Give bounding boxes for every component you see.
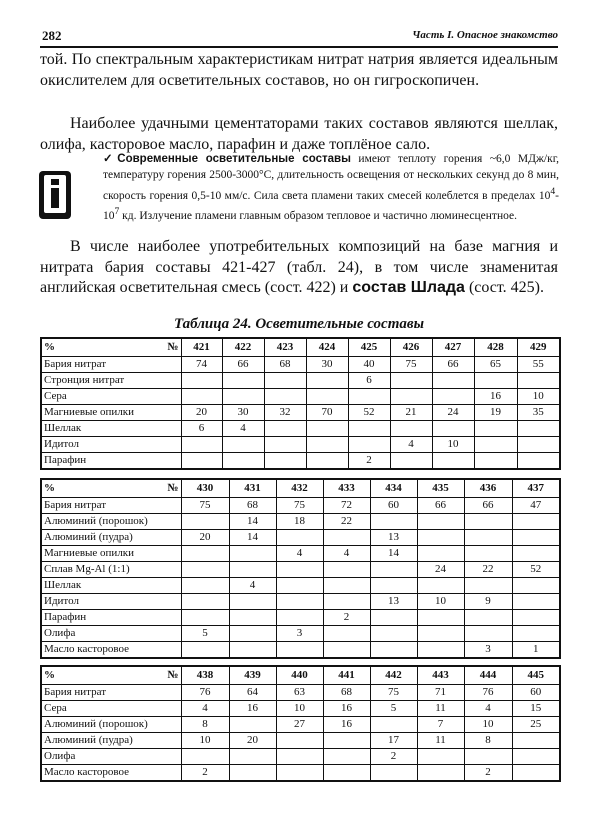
- table-cell: 66: [432, 357, 474, 373]
- column-header: 429: [517, 338, 560, 357]
- table-cell: [390, 421, 432, 437]
- table-cell: 6: [181, 421, 222, 437]
- table-cell: 10: [517, 389, 560, 405]
- row-label: Стронция нитрат: [41, 373, 181, 389]
- table-cell: 3: [464, 642, 512, 659]
- table-cell: [417, 610, 464, 626]
- table-cell: [370, 765, 417, 782]
- table-cell: [417, 749, 464, 765]
- table-cell: 14: [229, 530, 276, 546]
- table-cell: [306, 421, 348, 437]
- row-label: Парафин: [41, 610, 181, 626]
- table-cell: [181, 610, 229, 626]
- table-cell: 4: [323, 546, 370, 562]
- table-cell: 22: [464, 562, 512, 578]
- column-header: 423: [264, 338, 306, 357]
- table-cell: 32: [264, 405, 306, 421]
- table-cell: [222, 389, 264, 405]
- row-label: Алюминий (порошок): [41, 514, 181, 530]
- table-cell: [222, 453, 264, 470]
- column-header: 439: [229, 666, 276, 685]
- table-cell: 4: [229, 578, 276, 594]
- table-cell: 60: [370, 498, 417, 514]
- composition-table-3: [40, 665, 561, 782]
- table-cell: [181, 546, 229, 562]
- table-cell: 20: [181, 530, 229, 546]
- table-cell: [181, 373, 222, 389]
- table-cell: 40: [348, 357, 390, 373]
- table-cell: [276, 594, 323, 610]
- note-sup-1: 4: [550, 185, 556, 197]
- table-cell: [229, 749, 276, 765]
- table-cell: [323, 626, 370, 642]
- table-cell: [417, 578, 464, 594]
- row-label: Сера: [41, 701, 181, 717]
- table-cell: 66: [417, 498, 464, 514]
- table-row: [41, 373, 560, 389]
- table-cell: [464, 514, 512, 530]
- table-cell: 66: [464, 498, 512, 514]
- table-cell: 11: [417, 733, 464, 749]
- table-row: [41, 733, 560, 749]
- table-cell: [306, 373, 348, 389]
- table-cell: [370, 626, 417, 642]
- column-header: 421: [181, 338, 222, 357]
- table-cell: [181, 594, 229, 610]
- note-text-2: -10: [103, 189, 559, 223]
- checkmark-icon: ✓: [103, 153, 118, 165]
- table-cell: 8: [181, 717, 229, 733]
- row-label: Алюминий (пудра): [41, 530, 181, 546]
- table-cell: [432, 453, 474, 470]
- table-cell: [370, 610, 417, 626]
- table-cell: [323, 562, 370, 578]
- note-text-3: кд. Излучение пламени главным образом тепловое и частично люминесцентное.: [122, 210, 517, 223]
- table-cell: [229, 626, 276, 642]
- table-cell: [474, 373, 517, 389]
- table-cell: 76: [181, 685, 229, 701]
- table-cell: [512, 765, 560, 782]
- table-cell: 21: [390, 405, 432, 421]
- paragraph-3-bold: состав Шлада: [352, 279, 465, 296]
- table-cell: [417, 642, 464, 659]
- column-header: 438: [181, 666, 229, 685]
- table-cell: 60: [512, 685, 560, 701]
- table-row: [41, 562, 560, 578]
- row-label: Идитол: [41, 594, 181, 610]
- corner-header-cell: [41, 666, 181, 685]
- table-cell: 76: [464, 685, 512, 701]
- table-cell: 16: [323, 701, 370, 717]
- table-cell: 35: [517, 405, 560, 421]
- table-cell: 10: [432, 437, 474, 453]
- row-label: Шеллак: [41, 578, 181, 594]
- table-cell: 52: [348, 405, 390, 421]
- column-header: 441: [323, 666, 370, 685]
- corner-header-cell: [41, 479, 181, 498]
- table-cell: [323, 530, 370, 546]
- table-cell: 75: [370, 685, 417, 701]
- table-cell: [432, 373, 474, 389]
- table-cell: 14: [229, 514, 276, 530]
- number-sign-label: №: [167, 669, 179, 681]
- table-cell: 30: [222, 405, 264, 421]
- table-cell: [181, 642, 229, 659]
- table-cell: [348, 421, 390, 437]
- table-cell: 75: [276, 498, 323, 514]
- table-header-row: [41, 666, 560, 685]
- table-row: [41, 498, 560, 514]
- table-cell: 17: [370, 733, 417, 749]
- table-cell: 19: [474, 405, 517, 421]
- table-cell: 8: [464, 733, 512, 749]
- info-note: [103, 152, 559, 225]
- table-cell: [229, 562, 276, 578]
- table-cell: 2: [370, 749, 417, 765]
- table-cell: [229, 546, 276, 562]
- table-cell: [181, 562, 229, 578]
- table-cell: 22: [323, 514, 370, 530]
- table-cell: [276, 562, 323, 578]
- table-cell: [370, 717, 417, 733]
- table-cell: 68: [323, 685, 370, 701]
- row-label: Масло касторовое: [41, 765, 181, 782]
- table-row: [41, 685, 560, 701]
- column-header: 430: [181, 479, 229, 498]
- table-cell: [306, 389, 348, 405]
- row-label: Олифа: [41, 749, 181, 765]
- table-cell: [181, 749, 229, 765]
- table-cell: [229, 610, 276, 626]
- table-row: [41, 594, 560, 610]
- table-cell: [306, 437, 348, 453]
- table-cell: [370, 562, 417, 578]
- table-header-row: [41, 338, 560, 357]
- paragraph-3-text: В числе наиболее употребительных композиций на базе магния и нитрата бария составы 421-427 (табл. 24), в том числе знаменитая английская осветительная смесь (сост. 422) и: [40, 238, 558, 296]
- table-cell: [474, 421, 517, 437]
- composition-table-1: [40, 337, 561, 470]
- table-cell: [229, 765, 276, 782]
- table-cell: [474, 437, 517, 453]
- column-header: 422: [222, 338, 264, 357]
- column-header: 427: [432, 338, 474, 357]
- table-row: [41, 642, 560, 659]
- note-sup-2: 7: [114, 206, 120, 218]
- table-cell: 55: [517, 357, 560, 373]
- column-header: 437: [512, 479, 560, 498]
- row-label: Парафин: [41, 453, 181, 470]
- table-cell: 6: [348, 373, 390, 389]
- table-cell: [464, 530, 512, 546]
- table-caption: Таблица 24. Осветительные составы: [173, 316, 424, 332]
- table-cell: [323, 765, 370, 782]
- table-cell: [276, 610, 323, 626]
- table-row: [41, 405, 560, 421]
- table-cell: 4: [464, 701, 512, 717]
- table-cell: 1: [512, 642, 560, 659]
- column-header: 443: [417, 666, 464, 685]
- table-cell: 71: [417, 685, 464, 701]
- row-label: Бария нитрат: [41, 685, 181, 701]
- table-row: [41, 701, 560, 717]
- table-row: [41, 546, 560, 562]
- table-cell: [512, 546, 560, 562]
- table-cell: [417, 514, 464, 530]
- column-header: 436: [464, 479, 512, 498]
- table-cell: [417, 765, 464, 782]
- table-cell: [181, 578, 229, 594]
- table-cell: [432, 421, 474, 437]
- table-cell: [181, 514, 229, 530]
- table-cell: 10: [181, 733, 229, 749]
- table-row: [41, 453, 560, 470]
- table-row: [41, 626, 560, 642]
- number-sign-label: №: [167, 341, 179, 353]
- table-cell: [276, 578, 323, 594]
- page-number: 282: [42, 28, 62, 43]
- table-cell: [390, 389, 432, 405]
- column-header: 433: [323, 479, 370, 498]
- table-cell: 15: [512, 701, 560, 717]
- table-row: [41, 421, 560, 437]
- table-cell: [512, 594, 560, 610]
- table-cell: [390, 373, 432, 389]
- table-cell: 13: [370, 594, 417, 610]
- table-row: [41, 717, 560, 733]
- table-cell: 2: [323, 610, 370, 626]
- row-label: Олифа: [41, 626, 181, 642]
- table-cell: [181, 453, 222, 470]
- row-label: Бария нитрат: [41, 498, 181, 514]
- table-cell: [276, 530, 323, 546]
- table-cell: [512, 530, 560, 546]
- corner-header-cell: [41, 338, 181, 357]
- table-cell: 20: [181, 405, 222, 421]
- table-cell: [323, 749, 370, 765]
- table-cell: [276, 642, 323, 659]
- column-header: 445: [512, 666, 560, 685]
- table-row: [41, 357, 560, 373]
- table-cell: [417, 626, 464, 642]
- row-label: Шеллак: [41, 421, 181, 437]
- table-cell: [464, 626, 512, 642]
- row-label: Сплав Mg-Al (1:1): [41, 562, 181, 578]
- table-cell: [464, 749, 512, 765]
- table-cell: [417, 546, 464, 562]
- table-cell: [264, 373, 306, 389]
- table-cell: 52: [512, 562, 560, 578]
- column-header: 424: [306, 338, 348, 357]
- row-label: Магниевые опилки: [41, 546, 181, 562]
- column-header: 435: [417, 479, 464, 498]
- table-row: [41, 437, 560, 453]
- table-cell: 74: [181, 357, 222, 373]
- table-cell: [512, 749, 560, 765]
- table-cell: [229, 594, 276, 610]
- table-cell: 16: [229, 701, 276, 717]
- table-cell: 10: [417, 594, 464, 610]
- table-cell: [229, 717, 276, 733]
- table-cell: [517, 453, 560, 470]
- table-cell: 18: [276, 514, 323, 530]
- table-cell: [348, 389, 390, 405]
- table-row: [41, 610, 560, 626]
- table-cell: 9: [464, 594, 512, 610]
- table-cell: [464, 546, 512, 562]
- table-cell: 5: [370, 701, 417, 717]
- note-text-1: имеют теплоту горения ~6,0 МДж/кг, температуру горения 2500-3000°С, длительность освещения от нескольких секунд до 8 мин, скорость горения 0,5-10 мм/с. Сила света пламени таких смесей колеблется в пределах 10: [103, 153, 560, 202]
- table-row: [41, 765, 560, 782]
- table-cell: 4: [390, 437, 432, 453]
- row-label: Магниевые опилки: [41, 405, 181, 421]
- row-label: Бария нитрат: [41, 357, 181, 373]
- table-cell: 2: [464, 765, 512, 782]
- column-header: 444: [464, 666, 512, 685]
- table-cell: 16: [474, 389, 517, 405]
- table-cell: 72: [323, 498, 370, 514]
- table-cell: [474, 453, 517, 470]
- table-header-row: [41, 479, 560, 498]
- paragraph-1: той. По спектральным характеристикам нитрат натрия является идеальным окислителем для осветительных составов, но он гигроскопичен.: [40, 51, 558, 89]
- row-label: Сера: [41, 389, 181, 405]
- table-cell: 47: [512, 498, 560, 514]
- row-label: Алюминий (порошок): [41, 717, 181, 733]
- table-cell: 10: [464, 717, 512, 733]
- table-cell: [512, 610, 560, 626]
- table-cell: 14: [370, 546, 417, 562]
- table-cell: [323, 733, 370, 749]
- table-cell: 75: [390, 357, 432, 373]
- table-cell: 63: [276, 685, 323, 701]
- paragraph-2: Наиболее удачными цементаторами таких составов являются шеллак, олифа, касторовое масло, парафин и даже топлёное сало.: [40, 115, 558, 153]
- table-cell: 7: [417, 717, 464, 733]
- table-cell: [512, 626, 560, 642]
- table-cell: [264, 453, 306, 470]
- table-cell: 2: [348, 453, 390, 470]
- table-cell: [464, 578, 512, 594]
- table-cell: [390, 453, 432, 470]
- table-cell: [517, 421, 560, 437]
- table-cell: [229, 642, 276, 659]
- table-row: [41, 514, 560, 530]
- info-icon: [38, 170, 72, 220]
- table-cell: [517, 373, 560, 389]
- table-cell: [323, 578, 370, 594]
- table-cell: [306, 453, 348, 470]
- table-cell: [264, 437, 306, 453]
- table-cell: 10: [276, 701, 323, 717]
- page-header: [40, 26, 558, 48]
- table-cell: [323, 642, 370, 659]
- table-cell: [370, 578, 417, 594]
- percent-label: %: [44, 669, 55, 681]
- table-cell: 11: [417, 701, 464, 717]
- table-cell: 24: [417, 562, 464, 578]
- column-header: 440: [276, 666, 323, 685]
- table-cell: 27: [276, 717, 323, 733]
- table-cell: 4: [276, 546, 323, 562]
- table-cell: [264, 421, 306, 437]
- table-cell: 25: [512, 717, 560, 733]
- table-cell: 13: [370, 530, 417, 546]
- table-cell: [181, 437, 222, 453]
- table-cell: [464, 610, 512, 626]
- table-cell: 70: [306, 405, 348, 421]
- table-row: [41, 389, 560, 405]
- number-sign-label: №: [167, 482, 179, 494]
- table-cell: 24: [432, 405, 474, 421]
- column-header: 431: [229, 479, 276, 498]
- table-cell: [264, 389, 306, 405]
- percent-label: %: [44, 482, 55, 494]
- table-cell: 16: [323, 717, 370, 733]
- table-cell: 20: [229, 733, 276, 749]
- table-cell: 30: [306, 357, 348, 373]
- table-cell: [276, 733, 323, 749]
- table-cell: [276, 765, 323, 782]
- table-cell: [517, 437, 560, 453]
- table-cell: 65: [474, 357, 517, 373]
- composition-table-2: [40, 478, 561, 659]
- table-row: [41, 530, 560, 546]
- table-cell: 64: [229, 685, 276, 701]
- table-cell: 66: [222, 357, 264, 373]
- column-header: 434: [370, 479, 417, 498]
- table-cell: [512, 733, 560, 749]
- row-label: Масло касторовое: [41, 642, 181, 659]
- table-cell: [181, 389, 222, 405]
- table-cell: [323, 594, 370, 610]
- table-cell: [370, 642, 417, 659]
- paragraph-3-end: (сост. 425).: [468, 279, 544, 296]
- table-cell: [370, 514, 417, 530]
- column-header: 432: [276, 479, 323, 498]
- table-row: [41, 749, 560, 765]
- table-cell: [417, 530, 464, 546]
- table-cell: 4: [181, 701, 229, 717]
- column-header: 428: [474, 338, 517, 357]
- note-bold-lead: Современные осветительные составы: [117, 153, 351, 165]
- paragraph-3: [40, 237, 558, 299]
- column-header: 442: [370, 666, 417, 685]
- table-cell: 3: [276, 626, 323, 642]
- table-row: [41, 578, 560, 594]
- column-header: 426: [390, 338, 432, 357]
- table-cell: 68: [264, 357, 306, 373]
- table-cell: 68: [229, 498, 276, 514]
- table-cell: [222, 437, 264, 453]
- running-title: Часть I. Опасное знакомство: [412, 29, 558, 41]
- table-cell: 5: [181, 626, 229, 642]
- table-cell: 4: [222, 421, 264, 437]
- table-cell: [348, 437, 390, 453]
- column-header: 425: [348, 338, 390, 357]
- table-cell: 2: [181, 765, 229, 782]
- table-cell: 75: [181, 498, 229, 514]
- table-cell: [432, 389, 474, 405]
- table-cell: [222, 373, 264, 389]
- percent-label: %: [44, 341, 55, 353]
- table-cell: [276, 749, 323, 765]
- row-label: Алюминий (пудра): [41, 733, 181, 749]
- row-label: Идитол: [41, 437, 181, 453]
- table-cell: [512, 514, 560, 530]
- table-cell: [512, 578, 560, 594]
